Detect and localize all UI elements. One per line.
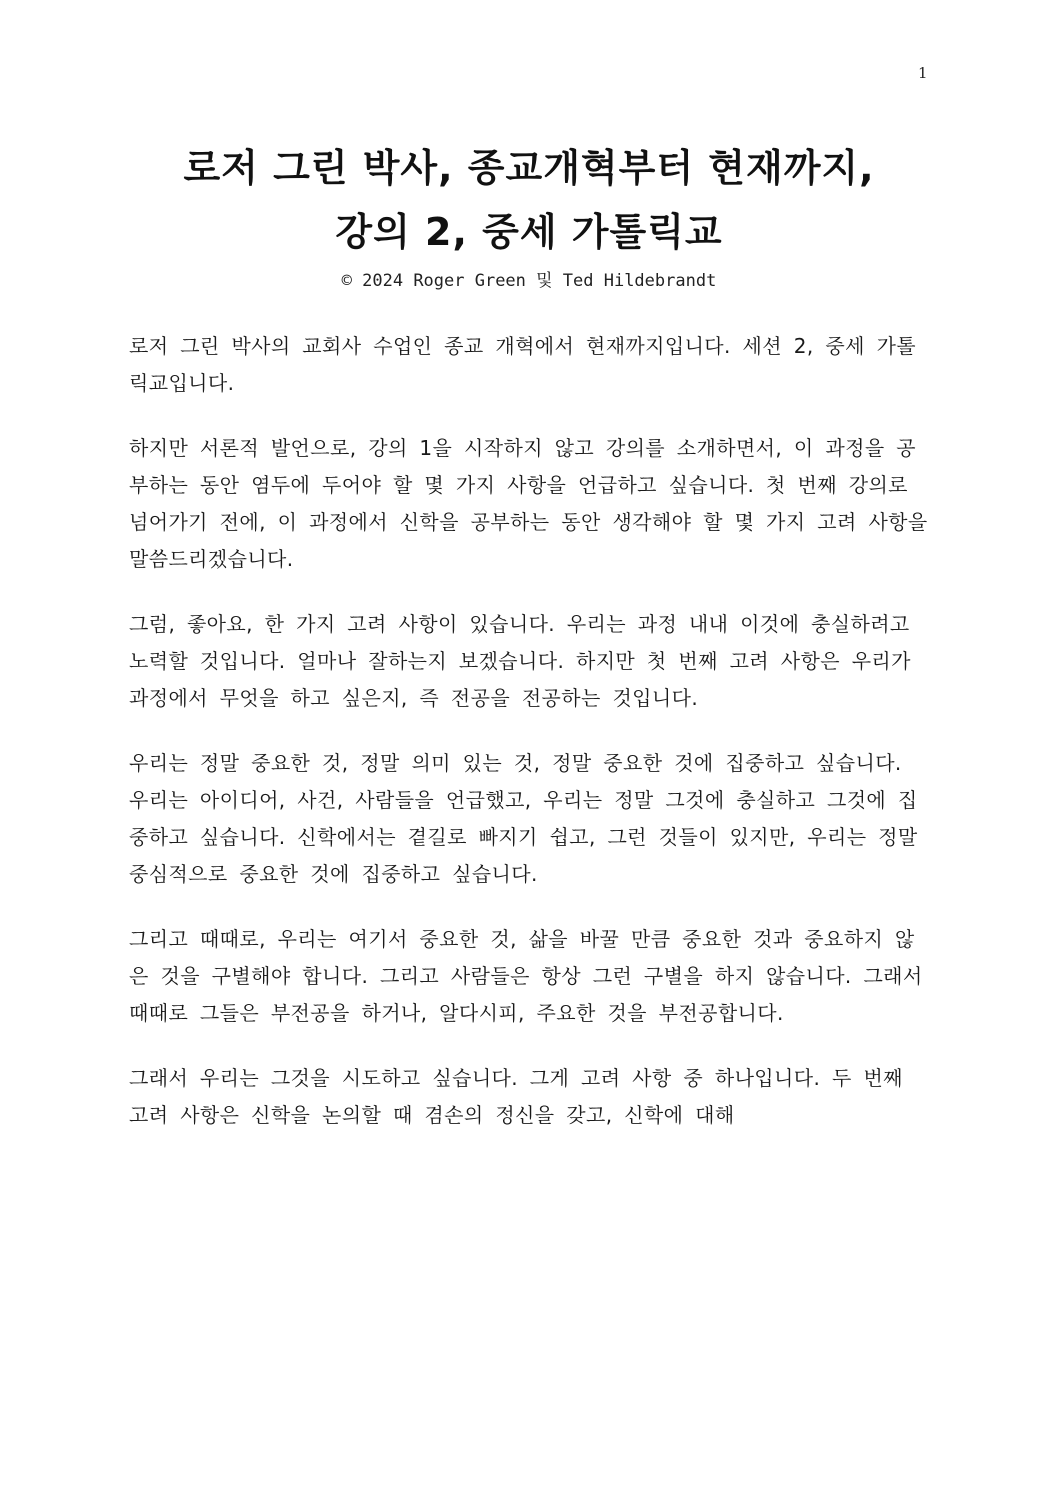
title-line-2: 강의 2, 중세 가톨릭교 xyxy=(335,210,723,254)
page-number: 1 xyxy=(918,64,928,82)
copyright-line: © 2024 Roger Green 및 Ted Hildebrandt xyxy=(341,271,717,291)
paragraph: 그리고 때때로, 우리는 여기서 중요한 것, 삶을 바꿀 만큼 중요한 것과 중요하지 않은 것을 구별해야 합니다. 그리고 사람들은 항상 그런 구별을 하지 않습니다. 그래서 때때로 그들은 부전공을 하거나, 알다시피, 주요한 것을 부전공합니다. xyxy=(129,927,923,1025)
document-title xyxy=(0,136,1058,264)
paragraph: 그럼, 좋아요, 한 가지 고려 사항이 있습니다. 우리는 과정 내내 이것에 충실하려고 노력할 것입니다. 얼마나 잘하는지 보겠습니다. 하지만 첫 번째 고려 사항은 우리가 과정에서 무엇을 하고 싶은지, 즉 전공을 전공하는 것입니다. xyxy=(129,612,911,710)
paragraph: 우리는 정말 중요한 것, 정말 의미 있는 것, 정말 중요한 것에 집중하고 싶습니다. 우리는 아이디어, 사건, 사람들을 언급했고, 우리는 정말 그것에 충실하고 그것에 집중하고 싶습니다. 신학에서는 곁길로 빠지기 쉽고, 그런 것들이 있지만, 우리는 정말 중심적으로 중요한 것에 집중하고 싶습니다. xyxy=(129,751,918,886)
paragraph: 하지만 서론적 발언으로, 강의 1을 시작하지 않고 강의를 소개하면서, 이 과정을 공부하는 동안 염두에 두어야 할 몇 가지 사항을 언급하고 싶습니다. 첫 번째 강의로 넘어가기 전에, 이 과정에서 신학을 공부하는 동안 생각해야 할 몇 가지 고려 사항을 말씀드리겠습니다. xyxy=(129,436,928,571)
body-text xyxy=(129,328,929,1162)
title-line-1: 로저 그린 박사, 종교개혁부터 현재까지, xyxy=(183,146,875,190)
paragraph: 그래서 우리는 그것을 시도하고 싶습니다. 그게 고려 사항 중 하나입니다. 두 번째 고려 사항은 신학을 논의할 때 겸손의 정신을 갖고, 신학에 대해 xyxy=(129,1066,903,1127)
paragraph: 로저 그린 박사의 교회사 수업인 종교 개혁에서 현재까지입니다. 세션 2, 중세 가톨릭교입니다. xyxy=(129,334,917,395)
